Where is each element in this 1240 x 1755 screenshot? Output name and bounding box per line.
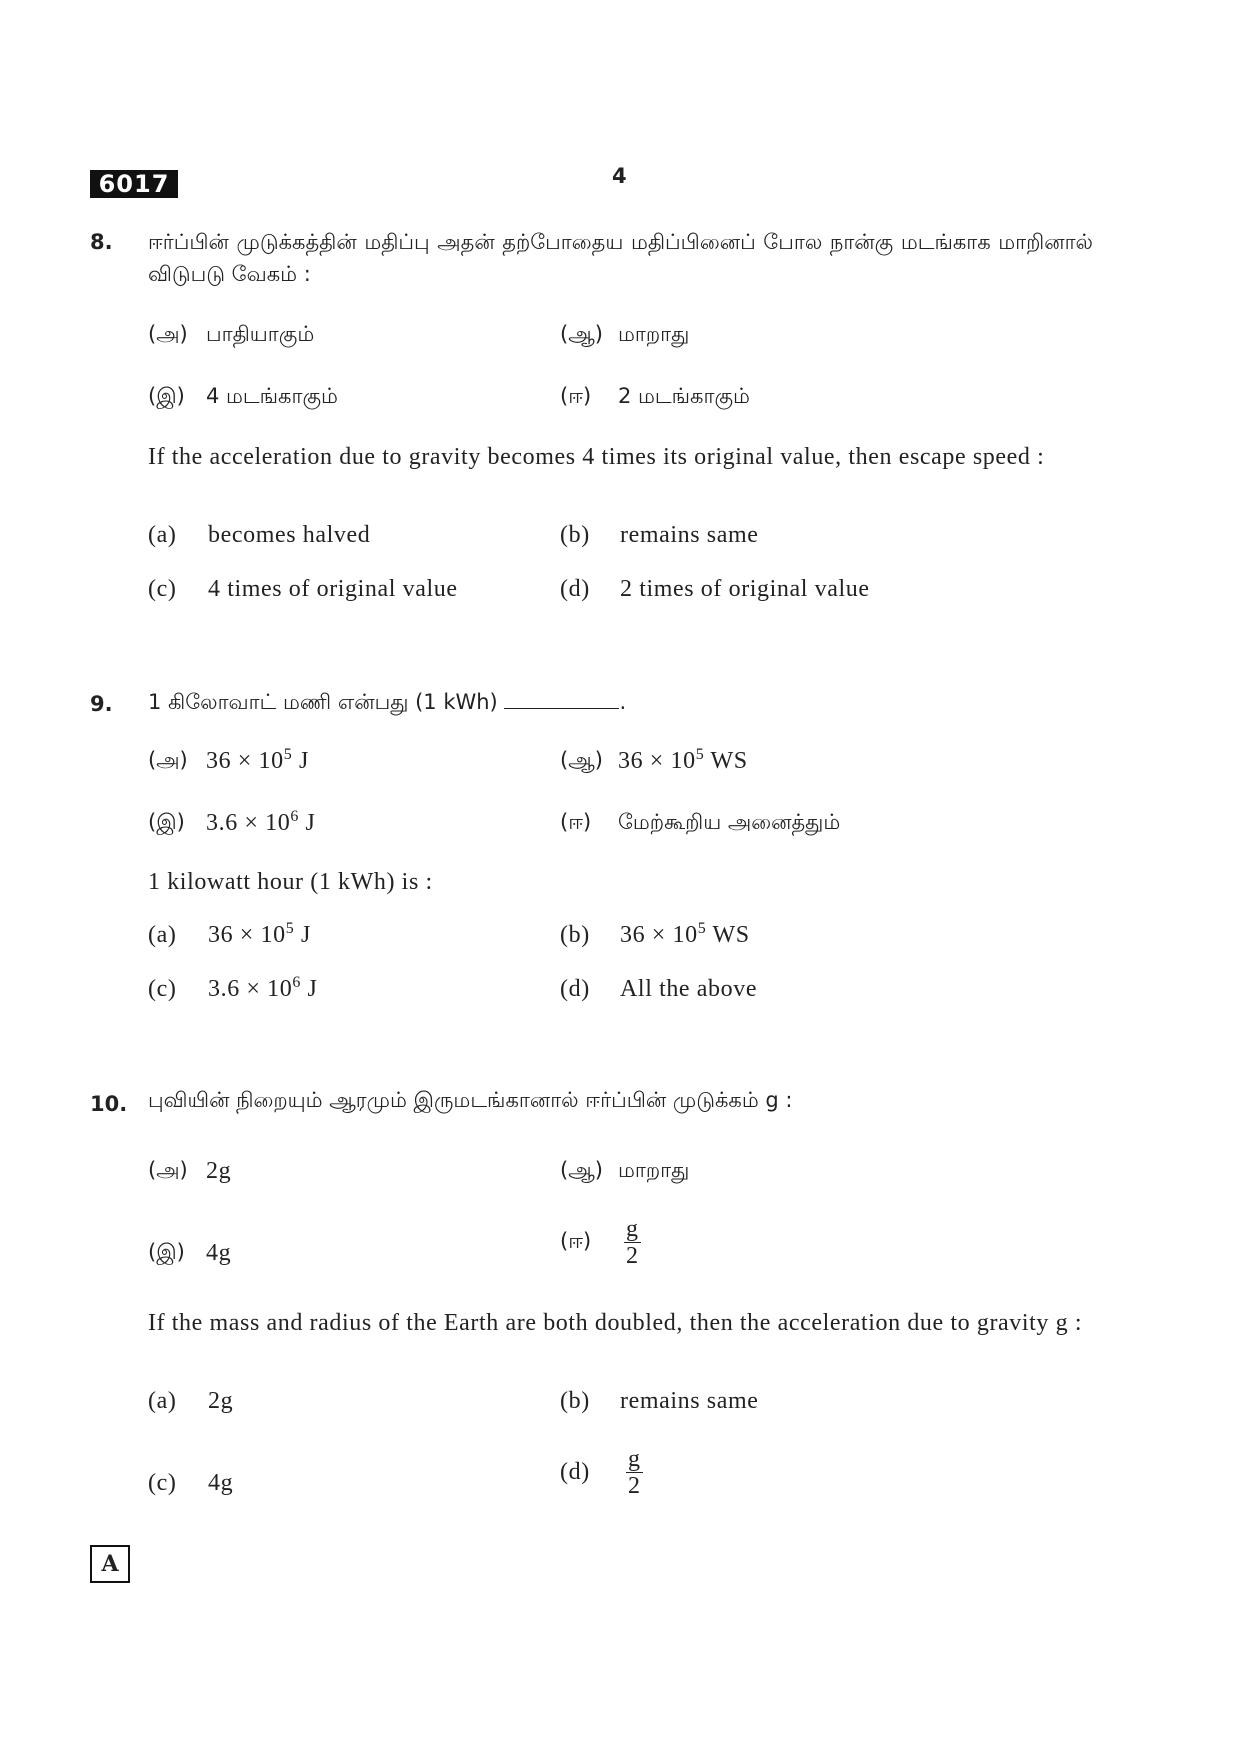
option-label: (a) xyxy=(148,522,177,548)
option-tamil xyxy=(560,322,689,349)
option-label: (ஆ) xyxy=(560,748,603,772)
option-english xyxy=(148,576,458,603)
option-tamil xyxy=(148,1240,231,1267)
option-english xyxy=(148,1388,233,1415)
question-stem-tamil: ஈர்ப்பின் முடுக்கத்தின் மதிப்பு அதன் தற்போதைய மதிப்பினைப் போல நான்கு மடங்காக மாறினால் விடுபடு வேகம் : xyxy=(148,230,1093,286)
exponent: 6 xyxy=(292,974,301,991)
option-english xyxy=(148,976,318,1003)
exponent: 5 xyxy=(285,920,295,937)
option-tamil xyxy=(560,810,840,837)
option-text: 2 times of original value xyxy=(620,576,870,602)
exponent: 6 xyxy=(290,808,299,825)
option-value: $36 \times 10^5$ WS xyxy=(620,920,750,948)
option-text: 4 மடங்காகும் xyxy=(206,384,338,408)
option-label: (c) xyxy=(148,976,177,1002)
option-tamil xyxy=(560,748,748,775)
question-number: 9. xyxy=(90,692,113,716)
option-text: remains same xyxy=(620,522,759,548)
option-text: மாறாது xyxy=(618,1158,690,1182)
question-number: 10. xyxy=(90,1092,128,1116)
option-label: (b) xyxy=(560,1388,590,1414)
exponent: 5 xyxy=(697,920,707,937)
option-text: 2g xyxy=(208,1388,234,1414)
option-text: 4g xyxy=(206,1240,232,1266)
option-value: $3.6 \times 10^6$ J xyxy=(206,808,316,836)
option-tamil xyxy=(148,1158,231,1185)
option-text: 4 times of original value xyxy=(208,576,458,602)
question-set-badge xyxy=(90,1545,130,1583)
option-text: becomes halved xyxy=(208,522,371,548)
option-label: (அ) xyxy=(148,748,188,772)
option-label: (d) xyxy=(560,1459,590,1485)
option-text: All the above xyxy=(620,976,758,1002)
question-stem-tamil: புவியின் நிறையும் ஆரமும் இருமடங்கானால் ஈர்ப்பின் முடுக்கம் g : xyxy=(148,1088,793,1112)
question-stem-tamil xyxy=(148,688,626,717)
fraction-numerator: g xyxy=(628,1446,641,1472)
paper-code-badge xyxy=(90,170,178,198)
fraction-numerator: g xyxy=(626,1216,639,1242)
option-english xyxy=(560,976,757,1003)
option-english xyxy=(560,576,870,603)
option-text: 2g xyxy=(206,1158,232,1184)
option-tamil xyxy=(148,810,316,837)
fraction xyxy=(626,1446,643,1499)
option-english xyxy=(148,522,370,549)
option-text: மாறாது xyxy=(618,322,690,346)
question-stem-english: If the acceleration due to gravity becomes 4 times its original value, then escape speed : xyxy=(148,444,1045,470)
set-label: A xyxy=(101,1551,119,1577)
option-value: $36 \times 10^5$ J xyxy=(206,746,309,774)
option-label: (அ) xyxy=(148,322,188,346)
option-label: (இ) xyxy=(148,384,185,408)
paper-code: 6017 xyxy=(98,170,170,198)
page-number: 4 xyxy=(612,164,627,188)
option-tamil xyxy=(148,322,314,349)
option-tamil xyxy=(560,384,750,411)
option-label: (b) xyxy=(560,522,590,548)
option-value: $36 \times 10^5$ J xyxy=(208,920,311,948)
fraction xyxy=(624,1216,641,1269)
option-tamil xyxy=(560,1216,641,1269)
option-label: (d) xyxy=(560,976,590,1002)
option-label: (d) xyxy=(560,576,590,602)
option-english xyxy=(560,922,750,949)
option-label: (c) xyxy=(148,576,177,602)
option-tamil xyxy=(560,1158,689,1185)
fraction-denominator: 2 xyxy=(626,1243,639,1269)
option-english xyxy=(560,522,759,549)
option-value: $3.6 \times 10^6$ J xyxy=(208,974,318,1002)
option-label: (இ) xyxy=(148,1240,185,1264)
option-value: $36 \times 10^5$ WS xyxy=(618,746,748,774)
option-english xyxy=(148,922,311,949)
option-label: (b) xyxy=(560,922,590,948)
fraction-denominator: 2 xyxy=(628,1473,641,1499)
option-text: 2 மடங்காகும் xyxy=(618,384,750,408)
question-stem-english: 1 kilowatt hour (1 kWh) is : xyxy=(148,869,433,895)
option-text: மேற்கூறிய அனைத்தும் xyxy=(618,810,841,834)
option-english xyxy=(560,1446,643,1499)
option-label: (அ) xyxy=(148,1158,188,1182)
exponent: 5 xyxy=(695,746,705,763)
option-label: (a) xyxy=(148,1388,177,1414)
stem-end: . xyxy=(619,690,627,714)
question-number: 8. xyxy=(90,230,113,254)
option-tamil xyxy=(148,384,338,411)
option-label: (ஆ) xyxy=(560,1158,603,1182)
option-label: (ஆ) xyxy=(560,322,603,346)
option-text: பாதியாகும் xyxy=(206,322,315,346)
option-english xyxy=(560,1388,759,1415)
option-label: (இ) xyxy=(148,810,185,834)
option-label: (a) xyxy=(148,922,177,948)
answer-blank xyxy=(504,688,619,709)
option-label: (ஈ) xyxy=(560,1229,592,1253)
option-text: remains same xyxy=(620,1388,759,1414)
option-label: (ஈ) xyxy=(560,810,592,834)
option-label: (c) xyxy=(148,1470,177,1496)
exponent: 5 xyxy=(283,746,293,763)
question-stem-english: If the mass and radius of the Earth are both doubled, then the acceleration due to gravity g : xyxy=(148,1310,1083,1336)
option-label: (ஈ) xyxy=(560,384,592,408)
option-text: 4g xyxy=(208,1470,234,1496)
option-english xyxy=(148,1470,233,1497)
stem-text: 1 கிலோவாட் மணி என்பது (1 kWh) xyxy=(148,690,498,714)
option-tamil xyxy=(148,748,309,775)
